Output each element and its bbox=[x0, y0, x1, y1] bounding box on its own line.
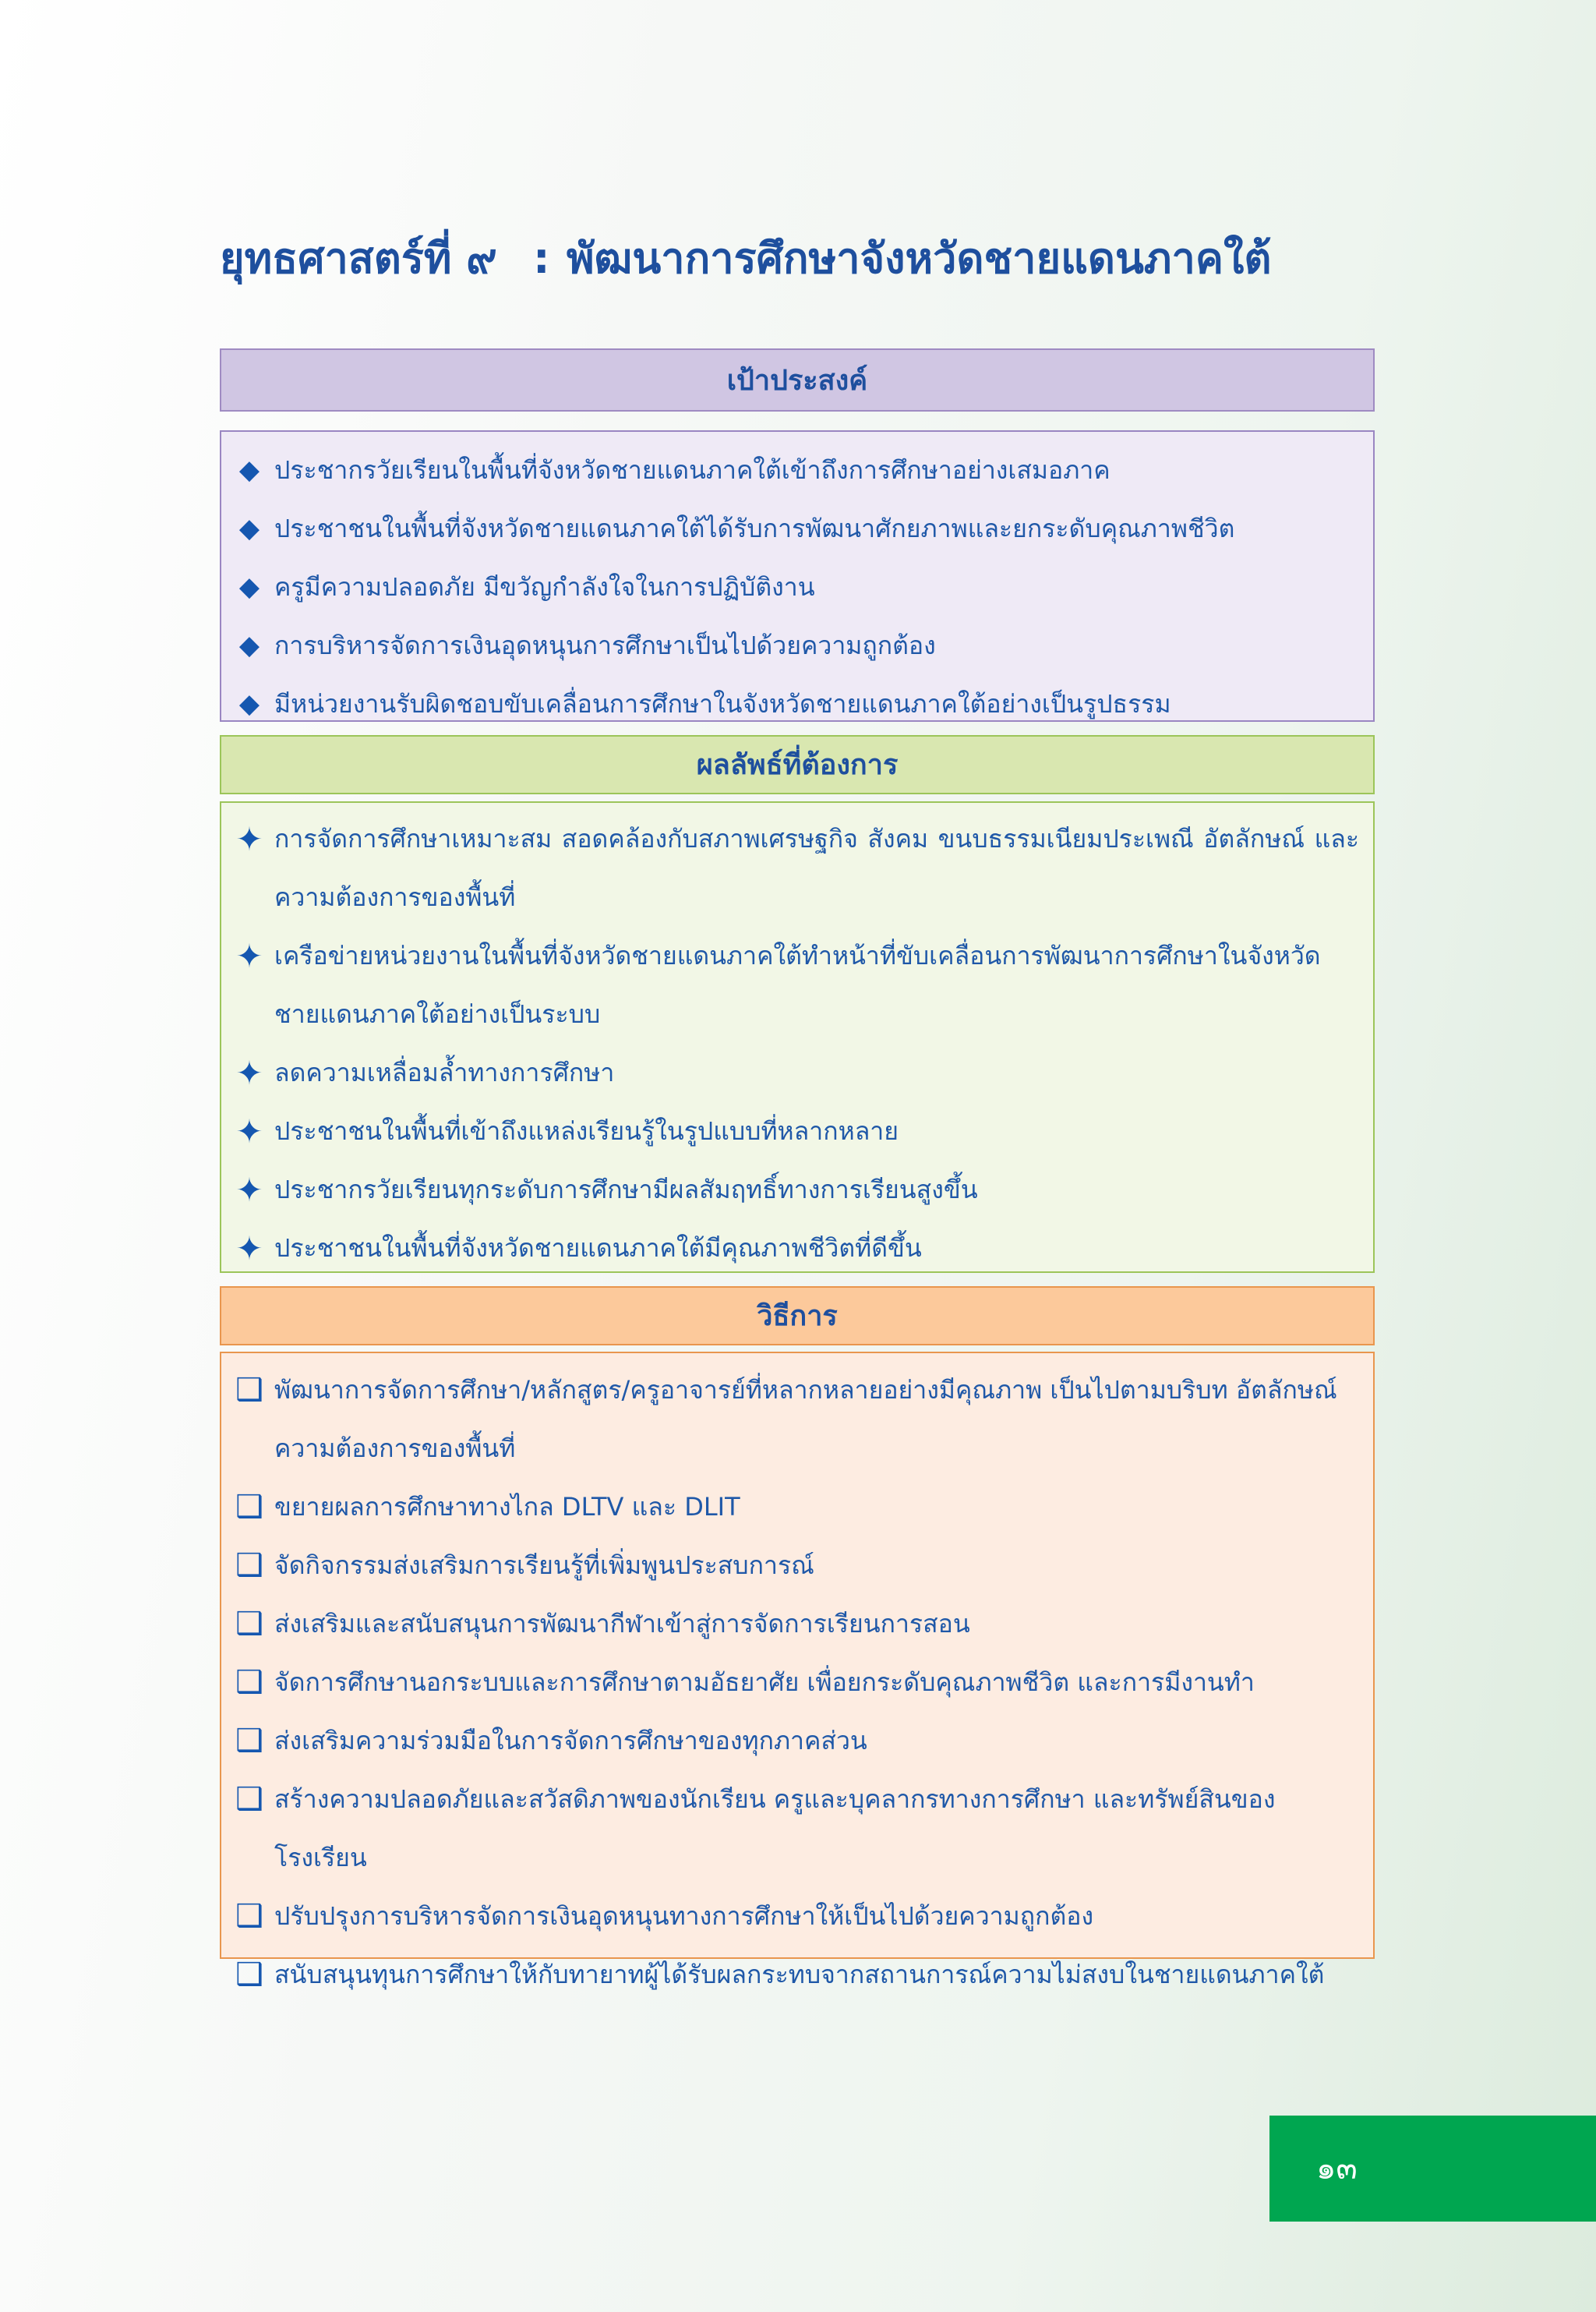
methods-box bbox=[220, 1352, 1375, 1992]
diamond-icon: ◆ bbox=[238, 630, 260, 661]
objectives-header: เป้าประสงค์ bbox=[220, 348, 1375, 412]
list-item: ❑ ส่งเสริมความร่วมมือในการจัดการศึกษาของทุกภาคส่วน bbox=[221, 1712, 1373, 1770]
shadowed-checkbox-icon: ❑ bbox=[235, 1781, 263, 1817]
list-item: ✦ ประชากรวัยเรียนทุกระดับการศึกษามีผลสัมฤทธิ์ทางการเรียนสูงขึ้น bbox=[221, 1161, 1373, 1219]
diamond-icon: ◆ bbox=[238, 571, 260, 603]
strategy-name: พัฒนาการศึกษาจังหวัดชายแดนภาคใต้ bbox=[567, 234, 1272, 283]
outcomes-box bbox=[220, 801, 1375, 1273]
shadowed-checkbox-icon: ❑ bbox=[235, 1372, 263, 1408]
shadowed-checkbox-icon: ❑ bbox=[235, 1489, 263, 1525]
four-point-star-icon: ✦ bbox=[235, 1112, 263, 1151]
list-item: ◆ ประชากรวัยเรียนในพื้นที่จังหวัดชายแดนภาคใต้เข้าถึงการศึกษาอย่างเสมอภาค bbox=[221, 441, 1373, 500]
list-item: ✦ ประชาชนในพื้นที่เข้าถึงแหล่งเรียนรู้ในรูปแบบที่หลากหลาย bbox=[221, 1102, 1373, 1161]
objectives-list bbox=[221, 432, 1373, 734]
list-item: ◆ การบริหารจัดการเงินอุดหนุนการศึกษาเป็นไปด้วยความถูกต้อง bbox=[221, 617, 1373, 675]
shadowed-checkbox-icon: ❑ bbox=[235, 1723, 263, 1759]
diamond-icon: ◆ bbox=[238, 513, 260, 544]
diamond-icon: ◆ bbox=[238, 454, 260, 486]
shadowed-checkbox-icon: ❑ bbox=[235, 1898, 263, 1934]
four-point-star-icon: ✦ bbox=[235, 820, 263, 858]
list-item: ✦ ประชาชนในพื้นที่จังหวัดชายแดนภาคใต้มีคุณภาพชีวิตที่ดีขึ้น bbox=[221, 1219, 1373, 1278]
list-item: ❑ สร้างความปลอดภัยและสวัสดิภาพของนักเรียน ครูและบุคลากรทางการศึกษา และทรัพย์สินของโรงเรียน bbox=[221, 1770, 1373, 1887]
page-number: ๑๓ bbox=[1269, 2116, 1596, 2222]
list-item: ❑ ขยายผลการศึกษาทางไกล DLTV และ DLIT bbox=[221, 1478, 1373, 1536]
four-point-star-icon: ✦ bbox=[235, 1229, 263, 1267]
list-item: ❑ พัฒนาการจัดการศึกษา/หลักสูตร/ครูอาจารย์ที่หลากหลายอย่างมีคุณภาพ เป็นไปตามบริบท อัตลักษณ์ ความต้องการของพื้นที่ bbox=[221, 1361, 1373, 1478]
outcomes-header: ผลลัพธ์ที่ต้องการ bbox=[220, 735, 1375, 794]
shadowed-checkbox-icon: ❑ bbox=[235, 1606, 263, 1642]
four-point-star-icon: ✦ bbox=[235, 1171, 263, 1209]
diamond-icon: ◆ bbox=[238, 688, 260, 719]
list-item: ✦ ลดความเหลื่อมล้ำทางการศึกษา bbox=[221, 1044, 1373, 1102]
list-item: ✦ การจัดการศึกษาเหมาะสม สอดคล้องกับสภาพเศรษฐกิจ สังคม ขนบธรรมเนียมประเพณี อัตลักษณ์ และความต้องการของพื้นที่ bbox=[221, 810, 1373, 927]
strategy-number: ยุทธศาสตร์ที่ ๙ bbox=[220, 234, 497, 283]
list-item: ◆ ครูมีความปลอดภัย มีขวัญกำลังใจในการปฏิบัติงาน bbox=[221, 558, 1373, 617]
list-item: ❑ สนับสนุนทุนการศึกษาให้กับทายาทผู้ได้รับผลกระทบจากสถานการณ์ความไม่สงบในชายแดนภาคใต้ bbox=[221, 1946, 1373, 2004]
methods-list bbox=[221, 1353, 1373, 2004]
objectives-box bbox=[220, 430, 1375, 722]
four-point-star-icon: ✦ bbox=[235, 937, 263, 975]
list-item: ◆ มีหน่วยงานรับผิดชอบขับเคลื่อนการศึกษาในจังหวัดชายแดนภาคใต้อย่างเป็นรูปธรรม bbox=[221, 675, 1373, 734]
list-item: ❑ ส่งเสริมและสนับสนุนการพัฒนากีฬาเข้าสู่การจัดการเรียนการสอน bbox=[221, 1595, 1373, 1653]
list-item: ❑ จัดกิจกรรมส่งเสริมการเรียนรู้ที่เพิ่มพูนประสบการณ์ bbox=[221, 1536, 1373, 1595]
shadowed-checkbox-icon: ❑ bbox=[235, 1957, 263, 1992]
list-item: ❑ จัดการศึกษานอกระบบและการศึกษาตามอัธยาศัย เพื่อยกระดับคุณภาพชีวิต และการมีงานทำ bbox=[221, 1653, 1373, 1712]
outcomes-list bbox=[221, 803, 1373, 1278]
list-item: ◆ ประชาชนในพื้นที่จังหวัดชายแดนภาคใต้ได้รับการพัฒนาศักยภาพและยกระดับคุณภาพชีวิต bbox=[221, 500, 1373, 558]
page-title bbox=[220, 228, 1435, 290]
title-colon: : bbox=[533, 234, 550, 283]
four-point-star-icon: ✦ bbox=[235, 1054, 263, 1092]
list-item: ❑ ปรับปรุงการบริหารจัดการเงินอุดหนุนทางการศึกษาให้เป็นไปด้วยความถูกต้อง bbox=[221, 1887, 1373, 1946]
list-item: ✦ เครือข่ายหน่วยงานในพื้นที่จังหวัดชายแดนภาคใต้ทำหน้าที่ขับเคลื่อนการพัฒนาการศึกษาในจังหวัดชายแดนภาคใต้อย่างเป็นระบบ bbox=[221, 927, 1373, 1044]
shadowed-checkbox-icon: ❑ bbox=[235, 1547, 263, 1583]
methods-header: วิธีการ bbox=[220, 1286, 1375, 1345]
shadowed-checkbox-icon: ❑ bbox=[235, 1664, 263, 1700]
